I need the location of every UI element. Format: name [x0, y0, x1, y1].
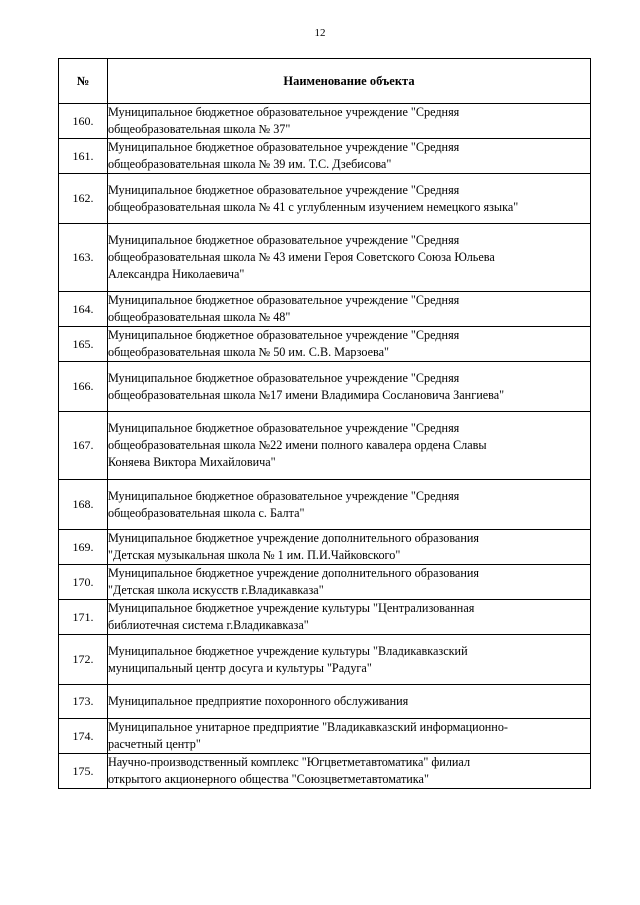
object-name: Муниципальное бюджетное образовательное учреждение "Средняя общеобразовательная школа №22 имени полного кавалера ордена Славы Коняева Виктора Михайловича"	[108, 412, 591, 480]
row-number: 169.	[59, 530, 108, 565]
table-row	[59, 412, 591, 480]
table-row	[59, 104, 591, 139]
object-name: Научно-производственный комплекс "Югцветметавтоматика" филиал открытого акционерного общества "Союзцветметавтоматика"	[108, 754, 591, 789]
table-row	[59, 685, 591, 719]
table-row	[59, 362, 591, 412]
row-number: 162.	[59, 174, 108, 224]
header-number: №	[59, 59, 108, 104]
object-name: Муниципальное бюджетное учреждение дополнительного образования "Детская музыкальная школа № 1 им. П.И.Чайковского"	[108, 530, 591, 565]
object-name: Муниципальное бюджетное образовательное учреждение "Средняя общеобразовательная школа № 50 им. С.В. Марзоева"	[108, 327, 591, 362]
row-number: 165.	[59, 327, 108, 362]
table-row	[59, 719, 591, 754]
object-name: Муниципальное бюджетное образовательное учреждение "Средняя общеобразовательная школа № 39 им. Т.С. Дзебисова"	[108, 139, 591, 174]
object-name: Муниципальное бюджетное учреждение культуры "Централизованная библиотечная система г.Владикавказа"	[108, 600, 591, 635]
row-number: 166.	[59, 362, 108, 412]
object-name: Муниципальное унитарное предприятие "Владикавказский информационно- расчетный центр"	[108, 719, 591, 754]
table-row	[59, 224, 591, 292]
object-name: Муниципальное бюджетное образовательное учреждение "Средняя общеобразовательная школа №17 имени Владимира Сослановича Зангиева"	[108, 362, 591, 412]
row-number: 161.	[59, 139, 108, 174]
table-row	[59, 635, 591, 685]
row-number: 164.	[59, 292, 108, 327]
object-name: Муниципальное бюджетное образовательное учреждение "Средняя общеобразовательная школа № 37"	[108, 104, 591, 139]
object-name: Муниципальное бюджетное учреждение дополнительного образования "Детская школа искусств г.Владикавказа"	[108, 565, 591, 600]
row-number: 168.	[59, 480, 108, 530]
table-row	[59, 327, 591, 362]
row-number: 160.	[59, 104, 108, 139]
table-row	[59, 754, 591, 789]
table-row	[59, 480, 591, 530]
row-number: 175.	[59, 754, 108, 789]
objects-table	[58, 58, 591, 789]
object-name: Муниципальное бюджетное учреждение культуры "Владикавказский муниципальный центр досуга и культуры "Радуга"	[108, 635, 591, 685]
table-row	[59, 174, 591, 224]
row-number: 172.	[59, 635, 108, 685]
object-name: Муниципальное предприятие похоронного обслуживания	[108, 685, 591, 719]
object-name: Муниципальное бюджетное образовательное учреждение "Средняя общеобразовательная школа № 48"	[108, 292, 591, 327]
row-number: 173.	[59, 685, 108, 719]
row-number: 170.	[59, 565, 108, 600]
row-number: 167.	[59, 412, 108, 480]
object-name: Муниципальное бюджетное образовательное учреждение "Средняя общеобразовательная школа № 41 с углубленным изучением немецкого языка"	[108, 174, 591, 224]
table-row	[59, 139, 591, 174]
header-name: Наименование объекта	[108, 59, 591, 104]
object-name: Муниципальное бюджетное образовательное учреждение "Средняя общеобразовательная школа № 43 имени Героя Советского Союза Юльева Александра Николаевича"	[108, 224, 591, 292]
row-number: 171.	[59, 600, 108, 635]
table-row	[59, 565, 591, 600]
page-number: 12	[314, 27, 326, 39]
table-header-row	[59, 59, 591, 104]
table-row	[59, 530, 591, 565]
row-number: 174.	[59, 719, 108, 754]
object-name: Муниципальное бюджетное образовательное учреждение "Средняя общеобразовательная школа с. Балта"	[108, 480, 591, 530]
table-row	[59, 292, 591, 327]
row-number: 163.	[59, 224, 108, 292]
table-row	[59, 600, 591, 635]
